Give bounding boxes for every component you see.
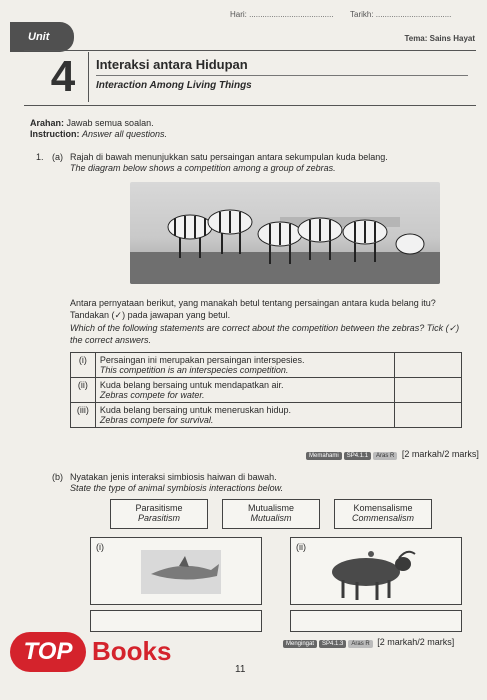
zebra-photo	[130, 182, 440, 284]
question-number: 1.	[36, 152, 44, 162]
q1b-marks: [2 markah/2 marks]	[377, 637, 455, 647]
part-b-label: (b)	[52, 472, 63, 482]
q1a-prompt-ms: Antara pernyataan berikut, yang manakah betul tentang persaingan antara kuda belang itu? Tandakan (✓) pada jawapan yang betul.	[70, 298, 436, 320]
zebras-image	[130, 182, 440, 284]
unit-divider	[88, 52, 89, 102]
answer-box-i[interactable]	[90, 610, 262, 632]
answer-box-ii[interactable]	[290, 610, 462, 632]
tick-box[interactable]	[395, 403, 462, 428]
unit-number: 4	[50, 52, 76, 101]
q1b-stem-en: State the type of animal symbiosis interactions below.	[70, 483, 284, 493]
q1a-stem-ms: Rajah di bawah menunjukkan satu persaingan antara sekumpulan kuda belang.	[70, 152, 388, 162]
topbooks-logo-text: Books	[92, 636, 172, 666]
q1a-prompt-en: Which of the following statements are correct about the competition between the zebras? Tick (✓) the correct answers.	[70, 323, 460, 345]
unit-title-ms: Interaksi antara Hidupan	[96, 57, 248, 72]
image-box-i: (i)	[90, 537, 262, 605]
option-row	[71, 378, 462, 403]
shark-icon	[91, 538, 263, 606]
part-a-label: (a)	[52, 152, 63, 162]
option-number: (i)	[71, 353, 96, 378]
title-rule	[96, 75, 468, 76]
option-number: (iii)	[71, 403, 96, 428]
option-number: (ii)	[71, 378, 96, 403]
q1a-marks: [2 markah/2 marks]	[401, 449, 479, 459]
q1a-meta: Memahami SP4.1.1 Aras R [2 markah/2 marks]	[306, 449, 479, 460]
options-table	[70, 352, 462, 428]
image-box-ii: (ii)	[290, 537, 462, 605]
option-text: Persaingan ini merupakan persaingan interspesies. This competition is an interspecies competition.	[95, 353, 394, 378]
tick-box[interactable]	[395, 353, 462, 378]
option-row	[71, 353, 462, 378]
q1b-meta: Mengingat SP4.1.3 Aras R [2 markah/2 marks]	[283, 637, 454, 648]
option-text: Kuda belang bersaing untuk mendapatkan air. Zebras compete for water.	[95, 378, 394, 403]
choice-commensalism: Komensalisme Commensalism	[334, 499, 432, 529]
unit-title-box	[24, 50, 476, 106]
theme-label: Tema: Sains Hayat	[404, 34, 475, 43]
choice-parasitism: Parasitisme Parasitism	[110, 499, 208, 529]
option-text: Kuda belang bersaing untuk meneruskan hidup. Zebras compete for survival.	[95, 403, 394, 428]
unit-title-en: Interaction Among Living Things	[96, 80, 252, 91]
unit-tab: Unit	[10, 22, 74, 52]
choice-mutualism: Mutualisme Mutualism	[222, 499, 320, 529]
instruction-en: Instruction: Answer all questions.	[30, 129, 168, 139]
hari-field: Hari: ......................................	[230, 10, 334, 19]
instruction-ms: Arahan: Jawab semua soalan.	[30, 118, 154, 128]
tarikh-field: Tarikh: ..................................	[350, 10, 452, 19]
buffalo-icon	[291, 538, 463, 606]
q1b-stem-ms: Nyatakan jenis interaksi simbiosis haiwan di bawah.	[70, 472, 277, 482]
topbooks-logo: TOP	[10, 632, 86, 672]
q1a-stem-en: The diagram below shows a competition among a group of zebras.	[70, 163, 336, 173]
option-row	[71, 403, 462, 428]
page-number: 11	[235, 664, 246, 675]
tick-box[interactable]	[395, 378, 462, 403]
